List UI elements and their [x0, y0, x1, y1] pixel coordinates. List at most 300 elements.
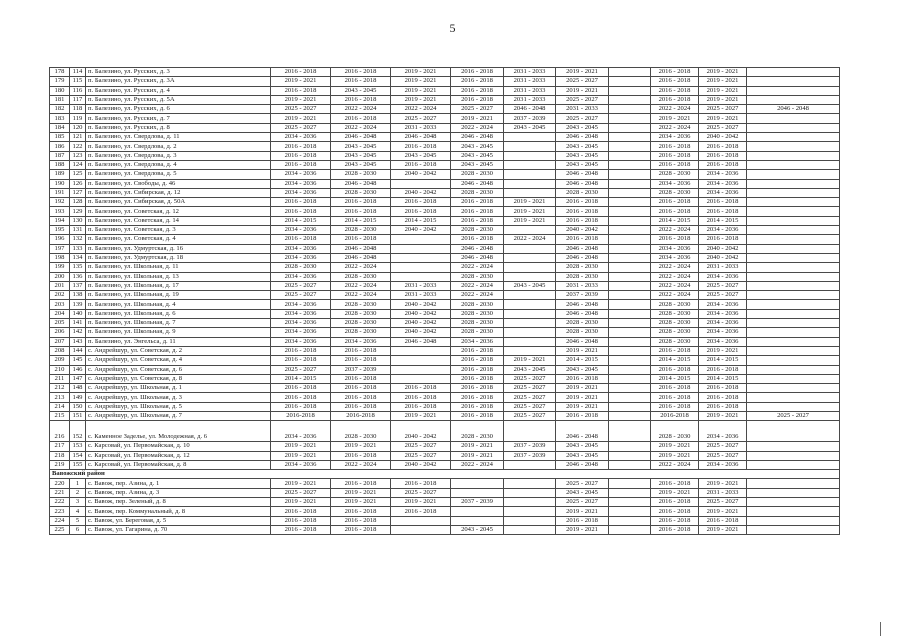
period-cell: 2019 - 2021 — [451, 442, 504, 451]
address-cell: с. Андрейшур, ул. Школьная, д. 1 — [86, 384, 271, 393]
period-cell: 2043 - 2045 — [556, 365, 609, 374]
period-cell: 2028 - 2030 — [651, 170, 699, 179]
period-cell: 2016 - 2018 — [556, 411, 609, 420]
period-cell: 2028 - 2030 — [331, 309, 391, 318]
period-cell: 2019 - 2021 — [391, 498, 451, 507]
period-cell — [504, 460, 556, 469]
address-cell: п. Балезино, ул. Русских, д. 6 — [86, 105, 271, 114]
period-cell: 2028 - 2030 — [651, 188, 699, 197]
row-number: 217 — [50, 442, 70, 451]
period-cell: 2019 - 2021 — [391, 95, 451, 104]
address-cell: с. Каменное Заделье, ул. Молодежная, д. 6 — [86, 421, 271, 442]
period-cell: 2022 - 2024 — [391, 105, 451, 114]
period-cell — [609, 356, 651, 365]
period-cell: 2016 - 2018 — [451, 198, 504, 207]
period-cell — [609, 365, 651, 374]
period-cell — [747, 77, 840, 86]
period-cell — [609, 151, 651, 160]
period-cell: 2019 - 2021 — [556, 346, 609, 355]
period-cell: 2043 - 2045 — [331, 151, 391, 160]
period-cell: 2043 - 2045 — [504, 365, 556, 374]
period-cell: 2034 - 2036 — [699, 421, 747, 442]
period-cell: 2016 - 2018 — [651, 516, 699, 525]
period-cell: 2016-2018 — [331, 411, 391, 420]
period-cell: 2028 - 2030 — [651, 300, 699, 309]
period-cell: 2028 - 2030 — [556, 188, 609, 197]
period-cell — [609, 451, 651, 460]
period-cell — [609, 393, 651, 402]
period-cell: 2016 - 2018 — [331, 507, 391, 516]
period-cell — [504, 244, 556, 253]
period-cell: 2019 - 2021 — [391, 68, 451, 77]
period-cell — [609, 337, 651, 346]
period-cell: 2022 - 2024 — [331, 291, 391, 300]
table-row — [50, 114, 840, 123]
period-cell: 2019 - 2021 — [331, 442, 391, 451]
period-cell — [609, 105, 651, 114]
period-cell: 2016 - 2018 — [556, 516, 609, 525]
period-cell: 2019 - 2021 — [699, 525, 747, 534]
address-cell: п. Балезино, ул. Русских, д. 4 — [86, 86, 271, 95]
period-cell: 2040 - 2042 — [391, 170, 451, 179]
period-cell: 2028 - 2030 — [556, 319, 609, 328]
period-cell — [609, 123, 651, 132]
row-number: 197 — [50, 244, 70, 253]
period-cell: 2046 - 2048 — [331, 179, 391, 188]
period-cell: 2043 - 2045 — [556, 488, 609, 497]
period-cell: 2019 - 2021 — [699, 86, 747, 95]
period-cell: 2028 - 2030 — [556, 272, 609, 281]
period-cell: 2016 - 2018 — [271, 346, 331, 355]
table-row — [50, 133, 840, 142]
address-cell: п. Балезино, ул. Свердлова, д. 4 — [86, 160, 271, 169]
period-cell: 2046 - 2048 — [556, 133, 609, 142]
period-cell: 2016 - 2018 — [451, 374, 504, 383]
address-cell: с. Вавож, пер. Коммунальный, д. 8 — [86, 507, 271, 516]
period-cell: 2016 - 2018 — [331, 346, 391, 355]
row-number: 222 — [50, 498, 70, 507]
table-row — [50, 188, 840, 197]
period-cell — [747, 346, 840, 355]
period-cell — [609, 300, 651, 309]
period-cell: 2043 - 2045 — [556, 142, 609, 151]
period-cell: 2016 - 2018 — [331, 402, 391, 411]
period-cell: 2016 - 2018 — [556, 235, 609, 244]
period-cell — [504, 507, 556, 516]
address-cell: п. Балезино, ул. Школьная, д. 4 — [86, 300, 271, 309]
row-number: 212 — [50, 384, 70, 393]
period-cell: 2016 - 2018 — [271, 384, 331, 393]
period-cell — [747, 188, 840, 197]
district-row-number: 128 — [70, 198, 86, 207]
period-cell: 2025 - 2027 — [556, 77, 609, 86]
district-row-number: 6 — [70, 525, 86, 534]
period-cell: 2019 - 2021 — [451, 451, 504, 460]
period-cell: 2016 - 2018 — [331, 479, 391, 488]
period-cell: 2028 - 2030 — [451, 319, 504, 328]
table-row — [50, 281, 840, 290]
period-cell: 2028 - 2030 — [271, 263, 331, 272]
period-cell: 2016 - 2018 — [699, 393, 747, 402]
district-row-number: 146 — [70, 365, 86, 374]
period-cell: 2019 - 2021 — [504, 356, 556, 365]
period-cell: 2016 - 2018 — [391, 402, 451, 411]
period-cell: 2043 - 2045 — [556, 451, 609, 460]
period-cell: 2028 - 2030 — [451, 421, 504, 442]
period-cell: 2016 - 2018 — [699, 198, 747, 207]
period-cell: 2046 - 2048 — [556, 253, 609, 262]
period-cell: 2016 - 2018 — [451, 356, 504, 365]
period-cell: 2031 - 2033 — [699, 263, 747, 272]
period-cell — [747, 281, 840, 290]
period-cell — [609, 263, 651, 272]
district-row-number: 135 — [70, 263, 86, 272]
period-cell — [609, 402, 651, 411]
period-cell: 2034 - 2036 — [271, 328, 331, 337]
row-number: 178 — [50, 68, 70, 77]
period-cell: 2046 - 2048 — [331, 133, 391, 142]
period-cell: 2028 - 2030 — [451, 272, 504, 281]
district-row-number: 126 — [70, 179, 86, 188]
period-cell: 2034 - 2036 — [699, 337, 747, 346]
period-cell — [504, 328, 556, 337]
period-cell: 2034 - 2036 — [651, 179, 699, 188]
period-cell: 2034 - 2036 — [699, 309, 747, 318]
row-number: 225 — [50, 525, 70, 534]
period-cell: 2016 - 2018 — [451, 346, 504, 355]
period-cell: 2016 - 2018 — [271, 198, 331, 207]
period-cell: 2025 - 2027 — [556, 498, 609, 507]
period-cell: 2016 - 2018 — [556, 374, 609, 383]
period-cell: 2022 - 2024 — [651, 226, 699, 235]
period-cell: 2019 - 2021 — [699, 479, 747, 488]
period-cell: 2016 - 2018 — [331, 95, 391, 104]
section-title: Вавожский район — [50, 470, 840, 479]
period-cell: 2025 - 2027 — [556, 114, 609, 123]
row-number: 215 — [50, 411, 70, 420]
period-cell: 2031 - 2033 — [699, 488, 747, 497]
period-cell: 2016 - 2018 — [651, 507, 699, 516]
address-cell: п. Балезино, ул. Свердлова, д. 11 — [86, 133, 271, 142]
period-cell: 2040 - 2042 — [391, 300, 451, 309]
address-cell: п. Балезино, ул. Удмуртская, д. 18 — [86, 253, 271, 262]
period-cell: 2014 - 2015 — [699, 356, 747, 365]
period-cell: 2028 - 2030 — [451, 300, 504, 309]
period-cell: 2022 - 2024 — [451, 281, 504, 290]
period-cell: 2019 - 2021 — [331, 498, 391, 507]
period-cell: 2016 - 2018 — [451, 384, 504, 393]
period-cell — [747, 498, 840, 507]
period-cell — [747, 384, 840, 393]
period-cell: 2016 - 2018 — [451, 95, 504, 104]
period-cell: 2016 - 2018 — [271, 507, 331, 516]
row-number: 216 — [50, 421, 70, 442]
address-cell: п. Балезино, ул. Школьная, д. 17 — [86, 281, 271, 290]
address-cell: п. Балезино, ул. Советская, д. 4 — [86, 235, 271, 244]
district-row-number: 134 — [70, 253, 86, 262]
period-cell: 2016 - 2018 — [331, 374, 391, 383]
period-cell: 2016 - 2018 — [556, 216, 609, 225]
row-number: 205 — [50, 319, 70, 328]
period-cell: 2016 - 2018 — [651, 365, 699, 374]
period-cell: 2040 - 2042 — [391, 421, 451, 442]
address-cell: п. Балезино, ул. Школьная, д. 13 — [86, 272, 271, 281]
row-number: 202 — [50, 291, 70, 300]
period-cell: 2031 - 2033 — [504, 77, 556, 86]
period-cell: 2016 - 2018 — [391, 393, 451, 402]
period-cell: 2022 - 2024 — [331, 281, 391, 290]
period-cell — [609, 95, 651, 104]
period-cell: 2025 - 2027 — [391, 442, 451, 451]
period-cell — [391, 253, 451, 262]
period-cell: 2046 - 2048 — [556, 300, 609, 309]
address-cell: с. Андрейшур, ул. Советская, д. 4 — [86, 356, 271, 365]
period-cell — [747, 207, 840, 216]
period-cell: 2019 - 2021 — [556, 393, 609, 402]
period-cell: 2016 - 2018 — [331, 384, 391, 393]
period-cell — [609, 253, 651, 262]
address-cell: с. Андрейшур, ул. Советская, д. 6 — [86, 365, 271, 374]
address-cell: п. Балезино, ул. Удмуртская, д. 16 — [86, 244, 271, 253]
period-cell — [609, 244, 651, 253]
period-cell — [391, 235, 451, 244]
period-cell: 2025 - 2027 — [699, 281, 747, 290]
period-cell: 2019 - 2021 — [391, 86, 451, 95]
period-cell — [747, 337, 840, 346]
period-cell — [747, 235, 840, 244]
table-row — [50, 300, 840, 309]
period-cell: 2019 - 2021 — [556, 525, 609, 534]
row-number: 185 — [50, 133, 70, 142]
period-cell — [609, 411, 651, 420]
period-cell: 2046 - 2048 — [556, 421, 609, 442]
table-row — [50, 253, 840, 262]
period-cell: 2034 - 2036 — [451, 337, 504, 346]
address-cell: п. Балезино, ул. Свободы, д. 46 — [86, 179, 271, 188]
table-row — [50, 226, 840, 235]
period-cell: 2016 - 2018 — [651, 77, 699, 86]
period-cell: 2019 - 2021 — [699, 411, 747, 420]
period-cell — [747, 507, 840, 516]
period-cell: 2019 - 2021 — [651, 488, 699, 497]
address-cell: п. Балезино, ул. Советская, д. 12 — [86, 207, 271, 216]
district-row-number: 117 — [70, 95, 86, 104]
period-cell: 2016 - 2018 — [331, 525, 391, 534]
address-cell: с. Вавож, пер. Азина, д. 3 — [86, 488, 271, 497]
period-cell: 2016 - 2018 — [699, 235, 747, 244]
period-cell: 2016 - 2018 — [331, 114, 391, 123]
period-cell: 2034 - 2036 — [271, 460, 331, 469]
district-row-number: 127 — [70, 188, 86, 197]
period-cell: 2016 - 2018 — [651, 525, 699, 534]
period-cell: 2014 - 2015 — [651, 356, 699, 365]
period-cell: 2025 - 2027 — [556, 479, 609, 488]
period-cell: 2016 - 2018 — [451, 216, 504, 225]
period-cell — [747, 272, 840, 281]
period-cell: 2043 - 2045 — [451, 525, 504, 534]
period-cell: 2016 - 2018 — [699, 207, 747, 216]
period-cell: 2025 - 2027 — [699, 498, 747, 507]
address-cell: с. Вавож, ул. Береговая, д. 5 — [86, 516, 271, 525]
period-cell: 2028 - 2030 — [556, 263, 609, 272]
district-row-number: 148 — [70, 384, 86, 393]
table-row — [50, 356, 840, 365]
district-row-number: 119 — [70, 114, 86, 123]
period-cell: 2016 - 2018 — [651, 207, 699, 216]
period-cell: 2016 - 2018 — [331, 198, 391, 207]
district-row-number: 5 — [70, 516, 86, 525]
period-cell: 2019 - 2021 — [271, 95, 331, 104]
period-cell: 2034 - 2036 — [699, 300, 747, 309]
period-cell: 2046 - 2048 — [556, 244, 609, 253]
period-cell — [747, 244, 840, 253]
row-number: 181 — [50, 95, 70, 104]
period-cell: 2040 - 2042 — [391, 226, 451, 235]
address-cell: п. Балезино, ул. Русских, д. 5А — [86, 95, 271, 104]
row-number: 182 — [50, 105, 70, 114]
period-cell: 2028 - 2030 — [651, 337, 699, 346]
period-cell: 2016 - 2018 — [391, 479, 451, 488]
period-cell: 2034 - 2036 — [271, 179, 331, 188]
period-cell: 2016-2018 — [271, 411, 331, 420]
row-number: 192 — [50, 198, 70, 207]
district-row-number: 124 — [70, 160, 86, 169]
district-row-number: 144 — [70, 346, 86, 355]
table-row — [50, 244, 840, 253]
period-cell: 2034 - 2036 — [699, 328, 747, 337]
period-cell — [609, 488, 651, 497]
period-cell: 2019 - 2021 — [699, 95, 747, 104]
period-cell: 2034 - 2036 — [271, 309, 331, 318]
period-cell: 2028 - 2030 — [331, 272, 391, 281]
period-cell: 2016 - 2018 — [271, 86, 331, 95]
period-cell — [747, 442, 840, 451]
period-cell — [609, 442, 651, 451]
period-cell: 2016 - 2018 — [451, 393, 504, 402]
period-cell: 2031 - 2033 — [391, 291, 451, 300]
period-cell — [391, 516, 451, 525]
period-cell — [747, 253, 840, 262]
row-number: 186 — [50, 142, 70, 151]
period-cell: 2022 - 2024 — [331, 263, 391, 272]
period-cell: 2016 - 2018 — [391, 384, 451, 393]
table-row — [50, 451, 840, 460]
period-cell: 2022 - 2024 — [451, 291, 504, 300]
page-edge-mark — [880, 622, 881, 636]
period-cell — [609, 68, 651, 77]
period-cell: 2022 - 2024 — [331, 123, 391, 132]
period-cell: 2019 - 2021 — [391, 411, 451, 420]
period-cell: 2034 - 2036 — [271, 244, 331, 253]
period-cell: 2031 - 2033 — [504, 86, 556, 95]
period-cell: 2016 - 2018 — [699, 160, 747, 169]
row-number: 189 — [50, 170, 70, 179]
address-cell: п. Балезино, ул. Свердлова, д. 5 — [86, 170, 271, 179]
period-cell: 2046 - 2048 — [451, 253, 504, 262]
period-cell: 2019 - 2021 — [271, 479, 331, 488]
period-cell — [747, 516, 840, 525]
period-cell: 2046 - 2048 — [451, 179, 504, 188]
period-cell: 2046 - 2048 — [451, 133, 504, 142]
row-number: 179 — [50, 77, 70, 86]
period-cell: 2043 - 2045 — [556, 123, 609, 132]
period-cell: 2037 - 2039 — [504, 442, 556, 451]
district-row-number: 149 — [70, 393, 86, 402]
period-cell: 2040 - 2042 — [699, 253, 747, 262]
period-cell: 2025 - 2027 — [504, 402, 556, 411]
period-cell — [747, 151, 840, 160]
period-cell: 2028 - 2030 — [331, 188, 391, 197]
period-cell: 2016 - 2018 — [556, 198, 609, 207]
period-cell — [747, 226, 840, 235]
period-cell: 2025 - 2027 — [271, 123, 331, 132]
period-cell: 2022 - 2024 — [504, 235, 556, 244]
row-number: 194 — [50, 216, 70, 225]
period-cell — [609, 114, 651, 123]
period-cell — [609, 281, 651, 290]
period-cell: 2014 - 2015 — [331, 216, 391, 225]
table-row — [50, 374, 840, 383]
period-cell: 2028 - 2030 — [651, 328, 699, 337]
district-row-number: 123 — [70, 151, 86, 160]
period-cell: 2016 - 2018 — [451, 365, 504, 374]
table-row — [50, 460, 840, 469]
section-row — [50, 470, 840, 479]
period-cell: 2025 - 2027 — [747, 411, 840, 420]
period-cell — [609, 216, 651, 225]
period-cell: 2025 - 2027 — [391, 114, 451, 123]
address-cell: п. Балезино, ул. Свердлова, д. 2 — [86, 142, 271, 151]
period-cell: 2028 - 2030 — [451, 188, 504, 197]
period-cell: 2016 - 2018 — [651, 235, 699, 244]
period-cell — [504, 309, 556, 318]
period-cell — [451, 516, 504, 525]
period-cell: 2014 - 2015 — [699, 374, 747, 383]
period-cell: 2016 - 2018 — [651, 479, 699, 488]
period-cell: 2022 - 2024 — [651, 291, 699, 300]
district-row-number: 133 — [70, 244, 86, 253]
row-number: 219 — [50, 460, 70, 469]
period-cell: 2034 - 2036 — [271, 133, 331, 142]
period-cell — [609, 309, 651, 318]
period-cell: 2022 - 2024 — [651, 105, 699, 114]
period-cell: 2016 - 2018 — [556, 207, 609, 216]
period-cell — [609, 86, 651, 95]
period-cell: 2016 - 2018 — [651, 68, 699, 77]
period-cell: 2016 - 2018 — [651, 384, 699, 393]
period-cell: 2025 - 2027 — [271, 488, 331, 497]
table-row — [50, 151, 840, 160]
period-cell — [504, 263, 556, 272]
period-cell — [504, 142, 556, 151]
row-number: 191 — [50, 188, 70, 197]
period-cell: 2046 - 2048 — [556, 309, 609, 318]
period-cell: 2031 - 2033 — [504, 95, 556, 104]
period-cell: 2031 - 2033 — [391, 281, 451, 290]
period-cell: 2034 - 2036 — [271, 170, 331, 179]
period-cell: 2016 - 2018 — [271, 160, 331, 169]
period-cell: 2034 - 2036 — [699, 272, 747, 281]
period-cell: 2016 - 2018 — [651, 346, 699, 355]
row-number: 203 — [50, 300, 70, 309]
period-cell: 2046 - 2048 — [504, 105, 556, 114]
period-cell: 2022 - 2024 — [651, 272, 699, 281]
row-number: 188 — [50, 160, 70, 169]
period-cell — [609, 319, 651, 328]
table-row — [50, 525, 840, 534]
district-row-number: 122 — [70, 142, 86, 151]
period-cell: 2043 - 2045 — [504, 281, 556, 290]
